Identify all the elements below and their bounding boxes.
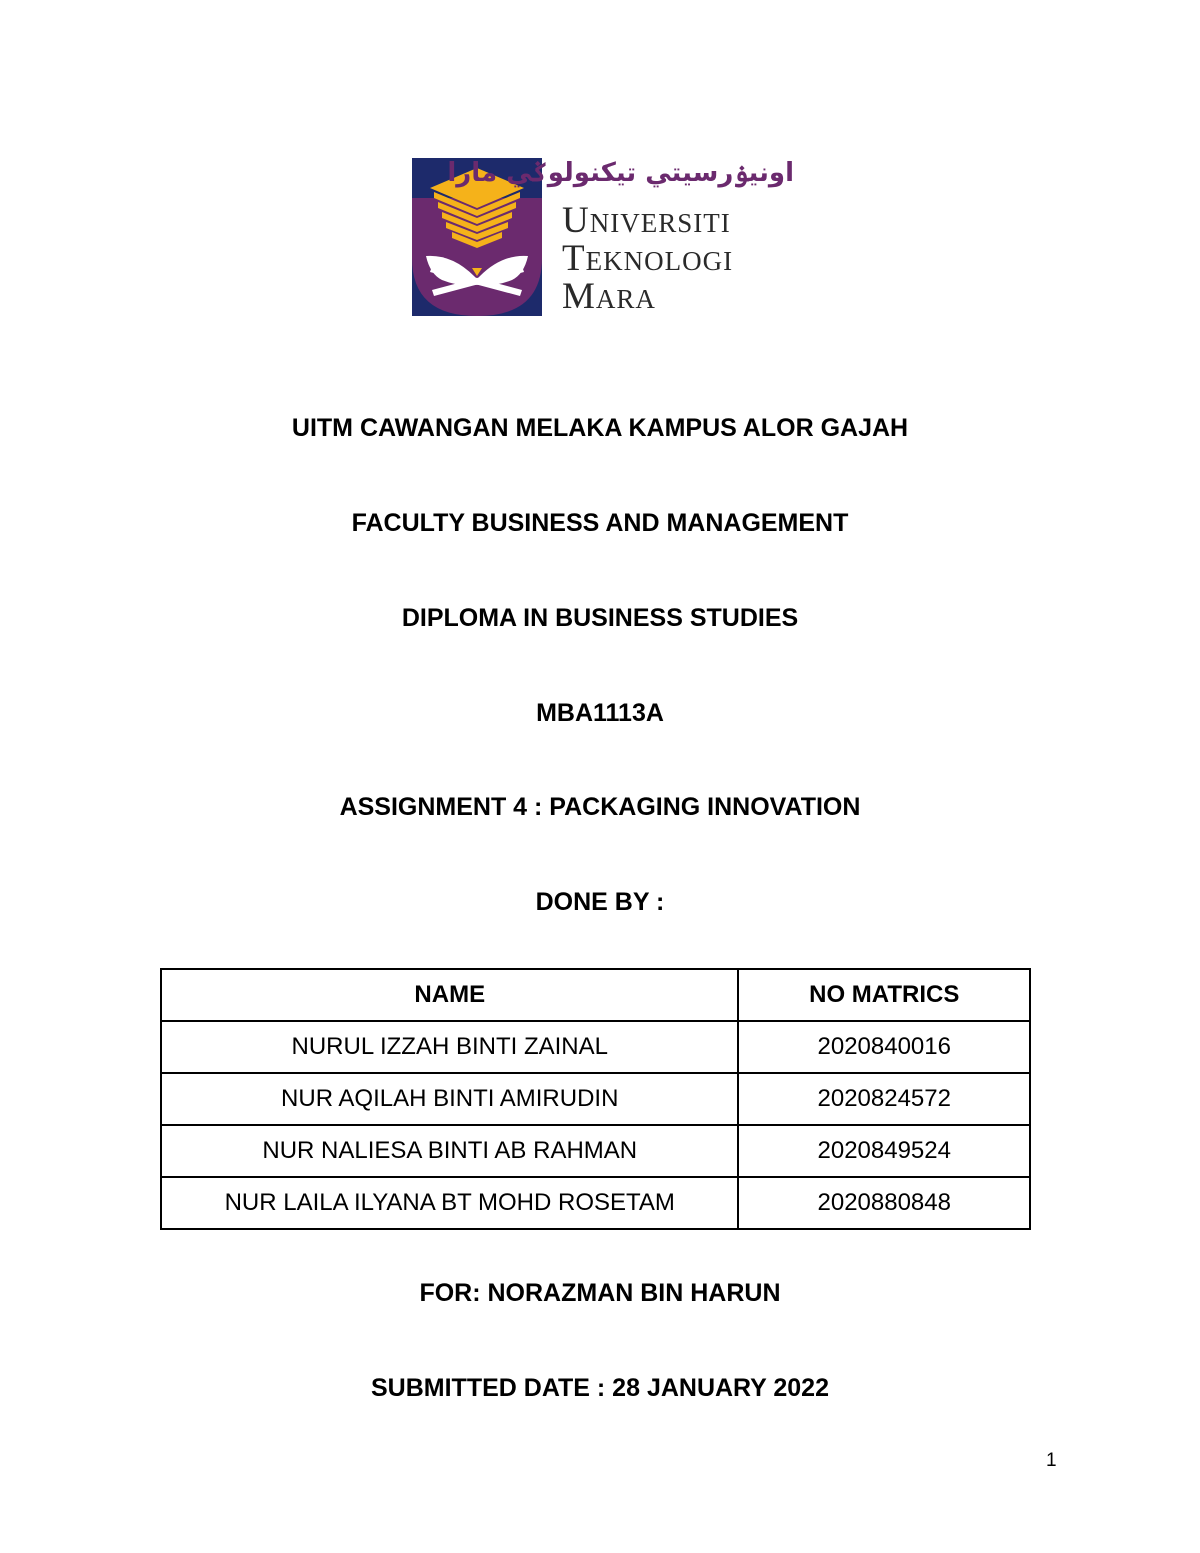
assignment-heading: ASSIGNMENT 4 : PACKAGING INNOVATION bbox=[339, 793, 861, 821]
jawi-script-name: اونيۏرسيتي تيكنولوݢي مارا bbox=[447, 158, 794, 188]
program-heading: DIPLOMA IN BUSINESS STUDIES bbox=[401, 604, 799, 632]
table-row bbox=[161, 1073, 1030, 1125]
wordmark-line-teknologi: TEKNOLOGI bbox=[562, 238, 734, 279]
table-row bbox=[161, 1125, 1030, 1177]
faculty-heading: FACULTY BUSINESS AND MANAGEMENT bbox=[351, 509, 849, 537]
course-code-heading: MBA1113A bbox=[536, 699, 664, 727]
table-header-row bbox=[161, 969, 1030, 1021]
wordmark-line-mara: MARA bbox=[562, 276, 656, 317]
member-matric: 2020849524 bbox=[738, 1125, 1030, 1177]
header-no-matrics: NO MATRICS bbox=[738, 969, 1030, 1021]
header-name: NAME bbox=[161, 969, 738, 1021]
member-name: NUR AQILAH BINTI AMIRUDIN bbox=[161, 1073, 738, 1125]
table-row bbox=[161, 1177, 1030, 1229]
member-matric: 2020880848 bbox=[738, 1177, 1030, 1229]
wordmark-line-universiti: UNIVERSITI bbox=[562, 200, 731, 241]
member-matric: 2020824572 bbox=[738, 1073, 1030, 1125]
done-by-heading: DONE BY : bbox=[535, 888, 665, 916]
table-row bbox=[161, 1021, 1030, 1073]
member-name: NURUL IZZAH BINTI ZAINAL bbox=[161, 1021, 738, 1073]
submitted-date: SUBMITTED DATE : 28 JANUARY 2022 bbox=[371, 1374, 829, 1402]
uitm-wordmark bbox=[447, 158, 794, 318]
for-lecturer: FOR: NORAZMAN BIN HARUN bbox=[419, 1279, 781, 1307]
member-name: NUR LAILA ILYANA BT MOHD ROSETAM bbox=[161, 1177, 738, 1229]
member-matric: 2020840016 bbox=[738, 1021, 1030, 1073]
member-name: NUR NALIESA BINTI AB RAHMAN bbox=[161, 1125, 738, 1177]
campus-heading: UITM CAWANGAN MELAKA KAMPUS ALOR GAJAH bbox=[291, 414, 909, 442]
uitm-logo bbox=[412, 158, 792, 318]
members-table bbox=[160, 968, 1031, 1230]
page-number: 1 bbox=[1046, 1450, 1057, 1471]
